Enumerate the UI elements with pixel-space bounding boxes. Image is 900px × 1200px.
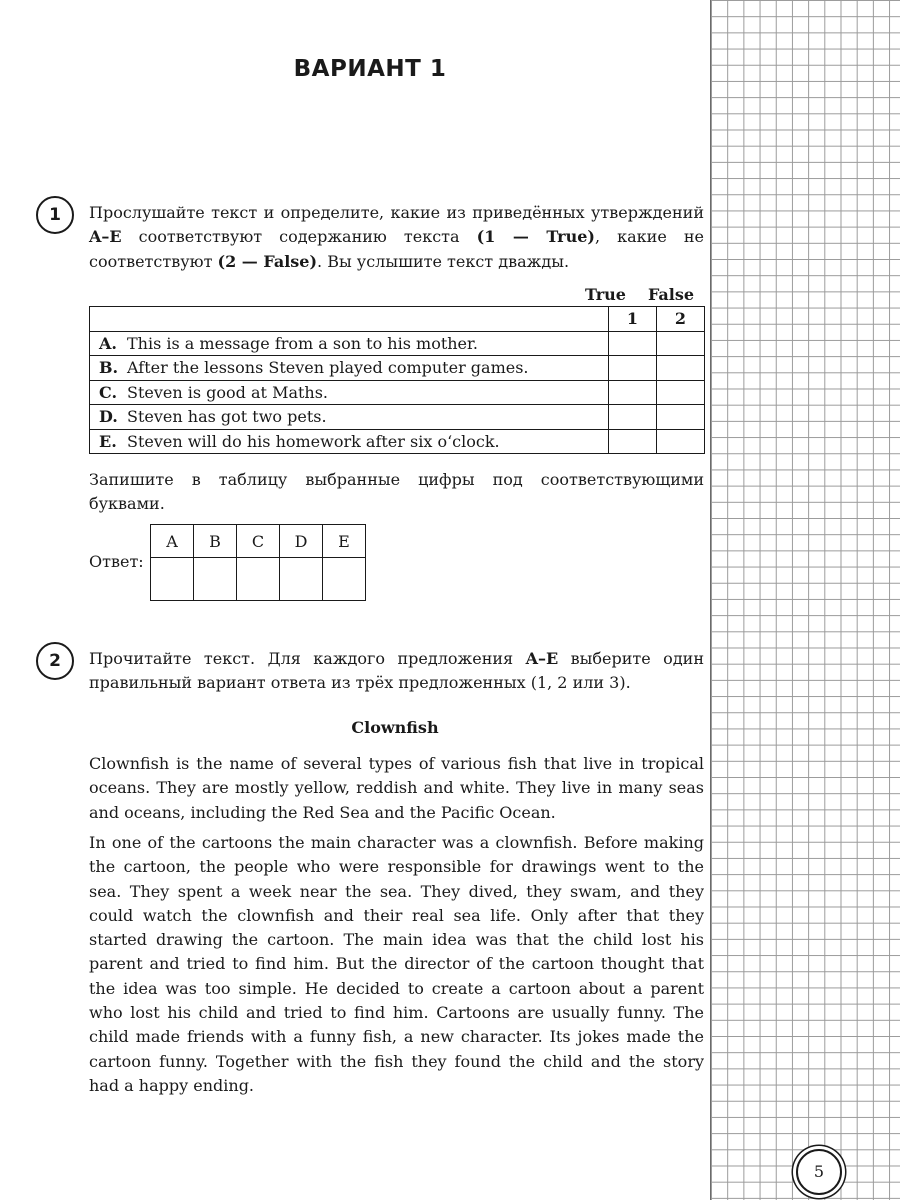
task-1-instruction-bold-true: (1 — True)	[476, 227, 595, 247]
reading-paragraph-2: In one of the cartoons the main character was a clownfish. Before making the cartoon, the people who were responsible for drawings went to the sea. They spent a week near the sea. They dived, they swam, and they could watch the clownfish and their real sea life. Only after that they started drawing the cartoon. The main idea was that the child lost his parent and tried to find him. But the director of the cartoon thought that the idea was too simple. He decided to create a cartoon about a parent who lost his child and tried to find him. Cartoons are usually funny. The child made friends with a funny fish, a new character. Its jokes made the cartoon funny. Together with the fish they found the child and the story had a happy ending.	[89, 833, 704, 1095]
true-column-label: True	[585, 285, 626, 304]
answer-input-cell-c[interactable]	[237, 558, 280, 601]
answer-letter: D	[280, 525, 323, 558]
graph-paper-margin	[710, 0, 900, 1200]
write-answer-instruction: Запишите в таблицу выбранные цифры под соответствующими буквами.	[89, 470, 704, 514]
answer-letter: C	[237, 525, 280, 558]
answer-input-cell-a[interactable]	[151, 558, 194, 601]
answer-input-cell-e[interactable]	[323, 558, 366, 601]
statement-text: Steven is good at Maths.	[125, 380, 609, 405]
false-answer-cell[interactable]	[657, 429, 705, 454]
statements-table	[89, 306, 705, 454]
statement-row-a	[90, 331, 705, 356]
statement-letter: B.	[90, 356, 126, 381]
task-2-instruction-bold-letters: A–E	[525, 649, 559, 668]
true-answer-cell[interactable]	[609, 356, 657, 381]
statements-header-blank	[90, 307, 609, 332]
task-2-instruction-text-2: выберите один правильный вариант ответа из трёх предложенных (1, 2 или 3).	[89, 649, 704, 693]
reading-paragraph-1: Clownfish is the name of several types of various fish that live in tropical oceans. They are mostly yellow, reddish and white. They live in many seas and oceans, including the Red Sea and the Pacific Ocean.	[89, 754, 704, 822]
answer-grid	[150, 524, 366, 601]
statement-letter: E.	[90, 429, 126, 454]
task-1-instruction-text: Прослушайте текст и определите, какие из приведённых утверждений	[89, 203, 704, 222]
answer-input-cell-d[interactable]	[280, 558, 323, 601]
false-column-label: False	[647, 285, 695, 304]
reading-text-title: Clownfish	[351, 718, 439, 737]
task-1-instruction-text-3: , какие не соответствуют	[89, 227, 704, 271]
task-1-instruction-text-4: . Вы услышите текст дважды.	[317, 251, 570, 271]
statement-row-e	[90, 429, 705, 454]
false-number-header: 2	[657, 307, 705, 332]
true-number-header: 1	[609, 307, 657, 332]
task-1-instruction	[89, 201, 704, 274]
statement-text: Steven will do his homework after six o‘clock.	[125, 429, 609, 454]
statement-text: This is a message from a son to his mother.	[125, 331, 609, 356]
statement-row-d	[90, 405, 705, 430]
task-1-instruction-bold-letters: A–E	[89, 227, 122, 247]
answer-input-cell-b[interactable]	[194, 558, 237, 601]
true-answer-cell[interactable]	[609, 429, 657, 454]
task-2-instruction	[89, 647, 704, 696]
true-answer-cell[interactable]	[609, 380, 657, 405]
statement-text: After the lessons Steven played computer games.	[125, 356, 609, 381]
statements-header-row	[90, 307, 705, 332]
false-answer-cell[interactable]	[657, 331, 705, 356]
task-1-instruction-text-2: соответствуют содержанию текста	[121, 227, 477, 247]
statement-letter: C.	[90, 380, 126, 405]
statement-row-b	[90, 356, 705, 381]
statement-letter: D.	[90, 405, 126, 430]
answer-label: Ответ:	[89, 552, 144, 571]
true-answer-cell[interactable]	[609, 405, 657, 430]
false-answer-cell[interactable]	[657, 356, 705, 381]
task-1-instruction-bold-false: (2 — False)	[217, 251, 318, 271]
answer-grid-input-row	[151, 558, 366, 601]
variant-title: ВАРИАНТ 1	[293, 56, 447, 82]
false-answer-cell[interactable]	[657, 405, 705, 430]
answer-letter: B	[194, 525, 237, 558]
task-2-number-badge: 2	[36, 642, 74, 680]
statement-letter: A.	[90, 331, 126, 356]
answer-letter: E	[323, 525, 366, 558]
page-number-badge: 5	[796, 1149, 842, 1195]
true-answer-cell[interactable]	[609, 331, 657, 356]
task-2-instruction-text: Прочитайте текст. Для каждого предложения	[89, 649, 526, 668]
statement-text: Steven has got two pets.	[125, 405, 609, 430]
false-answer-cell[interactable]	[657, 380, 705, 405]
statement-row-c	[90, 380, 705, 405]
answer-grid-letters-row	[151, 525, 366, 558]
task-1-number-badge: 1	[36, 196, 74, 234]
answer-letter: A	[151, 525, 194, 558]
